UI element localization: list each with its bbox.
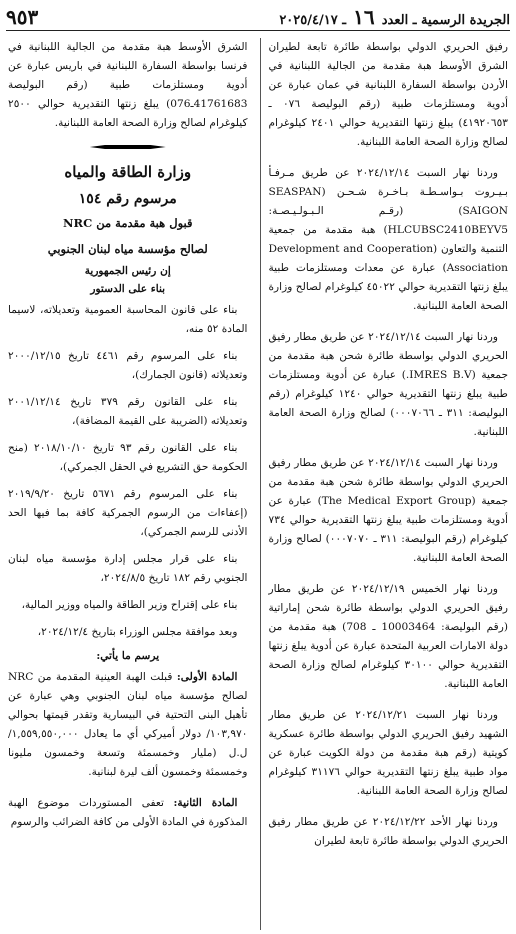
header-title-block xyxy=(279,5,510,29)
paragraph: وردنا نهار الخميس ٢٠٢٤/١٢/١٩ عن طريق مطار رفيق الحريري الدولي بواسطة طائرة شحن إماراتية (رقم البوليصة: 10003464 ـ 708) هبة مقدمة من دولة الامارات العربية المتحدة عبارة عن أدوية يبلغ زنتها التقديرية حوالي ٣٠١٠٠ كيلوغرام لصالح وزارة الصحة العامة اللبنانية. xyxy=(268,583,508,690)
page-header xyxy=(6,4,510,31)
paragraph: وردنا نهار السبت ٢٠٢٤/١٢/١٤ عن طريق مـرفـأ بـيـروت بـواسـطـة بـاخـرة شـحـن (SEASPAN SAIGON) (رقـم الـبـولـيـصـة: HLCUBSC2410BEYV5) هبة مقدمة من جمعية التنمية والتعاون (Development and Cooperation Association) عبارة عن معدات ومستلزمات طبية يبلغ زنتها التقديرية حوالي ٤٥٠٢٢ كيلوغرام لصالح وزارة الصحة العامة اللبنانية. xyxy=(268,167,508,312)
gazette-title: الجريدة الرسمية ـ العدد xyxy=(381,13,510,28)
issue-date: ـ ٢٠٢٥/٤/١٧ xyxy=(279,13,347,28)
paragraph: رفيق الحريري الدولي بواسطة طائرة تابعة لطيران الشرق الأوسط هبة مقدمة من الجالية اللبنانية في الأردن بواسطة السفارة اللبنانية في عمان عبارة عن أدوية ومستلزمات طبية (رقم البوليصة ٠٧٦ ـ ٤١٩٢٠٦٥٣) يبلغ زنتها التقديرية حوالي ٢٤٠١ كيلوغرام لصالح وزارة الصحة العامة اللبنانية. xyxy=(268,41,508,148)
intro-paragraph: الشرق الأوسط هبة مقدمة من الجالية اللبنانية في فرنسا بواسطة السفارة اللبنانية في باريس عبارة عن أدوية ومستلزمات طبية (رقم البوليصة 41761683ـ076) يبلغ زنتها التقديرية حوالي ٢٥٠٠ كيلوغرام لصالح وزارة الصحة العامة اللبنانية. xyxy=(8,41,248,129)
right-column xyxy=(260,38,509,930)
decrees-line: يرسم ما يأتي: xyxy=(96,650,160,662)
article-2-label: المادة الثانية: xyxy=(173,797,238,809)
decree-subject-line-1: قبول هبة مقدمة من NRC xyxy=(63,216,193,230)
basis-item: وبعد موافقة مجلس الوزراء بتاريخ ٢٠٢٤/١٢/٤، xyxy=(37,626,238,638)
basis-item: بناء على قانون المحاسبة العمومية وتعديلاته، لاسيما المادة ٥٢ منه، xyxy=(8,304,248,335)
basis-item: بناء على إقتراح وزير الطاقة والمياه ووزير المالية، xyxy=(21,599,238,611)
left-column xyxy=(8,38,248,930)
paragraph: وردنا نهار السبت ٢٠٢٤/١٢/١٤ عن طريق مطار رفيق الحريري الدولي بواسطة طائرة شحن هبة مقدمة من جمعية (IMRES B.V.) عبارة عن أدوية ومستلزمات طبية يبلغ زنتها التقديرية حوالي ١٢٤٠ كيلوغرام (رقم البوليصة: ٣١١ ـ ٠٠٠٧٠٦٦) لصالح وزارة الصحة العامة اللبنانية. xyxy=(268,331,508,438)
section-divider xyxy=(90,145,166,149)
article-2-text: تعفى المستوردات موضوع الهبة المذكورة في المادة الأولى من كافة الضرائب والرسوم xyxy=(8,797,248,828)
basis-item: بناء على القانون رقم ٩٣ تاريخ ٢٠١٨/١٠/١٠ (منح الحكومة حق التشريع في الحقل الجمركي)، xyxy=(8,442,248,473)
paragraph: وردنا نهار السبت ٢٠٢٤/١٢/٢١ عن طريق مطار الشهيد رفيق الحريري الدولي بواسطة طائرة عسكرية كويتية (رقم هبة مقدمة من دولة الكويت عبارة عن مواد طبية يبلغ زنتها التقديرية حوالي ٣١١٧٦ كيلوغرام لصالح وزارة الصحة العامة اللبنانية. xyxy=(268,709,508,797)
paragraph: وردنا نهار السبت ٢٠٢٤/١٢/١٤ عن طريق مطار رفيق الحريري الدولي بواسطة طائرة شحن هبة مقدمة من جمعية (The Medical Export Group) عبارة عن أدوية ومستلزمات طبية يبلغ زنتها التقديرية حوالي ٧٣٤ كيلوغرام (رقم البوليصة: ٣١١ ـ ٠٠٠٧٠٧٠) لصالح وزارة الصحة العامة اللبنانية. xyxy=(268,457,508,564)
decree-title: مرسوم رقم ١٥٤ xyxy=(78,191,177,207)
article-2 xyxy=(8,794,248,832)
ministry-heading: وزارة الطاقة والمياه xyxy=(64,163,192,181)
basis-item: بناء على القانون رقم ٣٧٩ تاريخ ٢٠٠١/١٢/١٤ وتعديلاته (الضريبة على القيمة المضافة)، xyxy=(8,396,248,427)
page-columns xyxy=(8,38,508,930)
basis-item: بناء على قرار مجلس إدارة مؤسسة مياه لبنان الجنوبي رقم ١٨٢ تاريخ ٢٠٢٤/٨/٥، xyxy=(8,553,248,584)
constitution-line: بناء على الدستور xyxy=(90,283,166,295)
page-number: ٩٥٣ xyxy=(6,5,39,29)
issue-number: ١٦ xyxy=(353,5,375,29)
president-line: إن رئيس الجمهورية xyxy=(84,265,171,277)
decree-subject-line-2: لصالح مؤسسة مياه لبنان الجنوبي xyxy=(47,242,208,256)
article-1-text: قبلت الهبة العينية المقدمة من NRC لصالح مؤسسة مياه لبنان الجنوبي وهي عبارة عن تأهيل البنى التحتية في البيسارية وتقدر قيمتها بحوالي ١٠٣,٩٧٠/ دولار أميركي أي ما يعادل ١,٥٥٩,٥٥٠,٠٠٠/ل.ل (مليار وخمسمئة وتسعة وخمسون مليونا وخمسمئة وخمسون ألف ليرة لبنانية. xyxy=(8,671,248,778)
basis-item: بناء على المرسوم رقم ٥٦٧١ تاريخ ٢٠١٩/٩/٢٠ (إعفاءات من الرسوم الجمركية كافة بما فيها الحد الأدنى للرسم الجمركي)، xyxy=(8,488,248,538)
article-1-label: المادة الأولى: xyxy=(176,671,238,683)
basis-item: بناء على المرسوم رقم ٤٤٦١ تاريخ ٢٠٠٠/١٢/١٥ وتعديلاته (قانون الجمارك)، xyxy=(8,350,248,381)
article-1 xyxy=(8,668,248,782)
paragraph: وردنا نهار الأحد ٢٠٢٤/١٢/٢٢ عن طريق مطار رفيق الحريري الدولي بواسطة طائرة تابعة لطيران xyxy=(268,816,508,847)
